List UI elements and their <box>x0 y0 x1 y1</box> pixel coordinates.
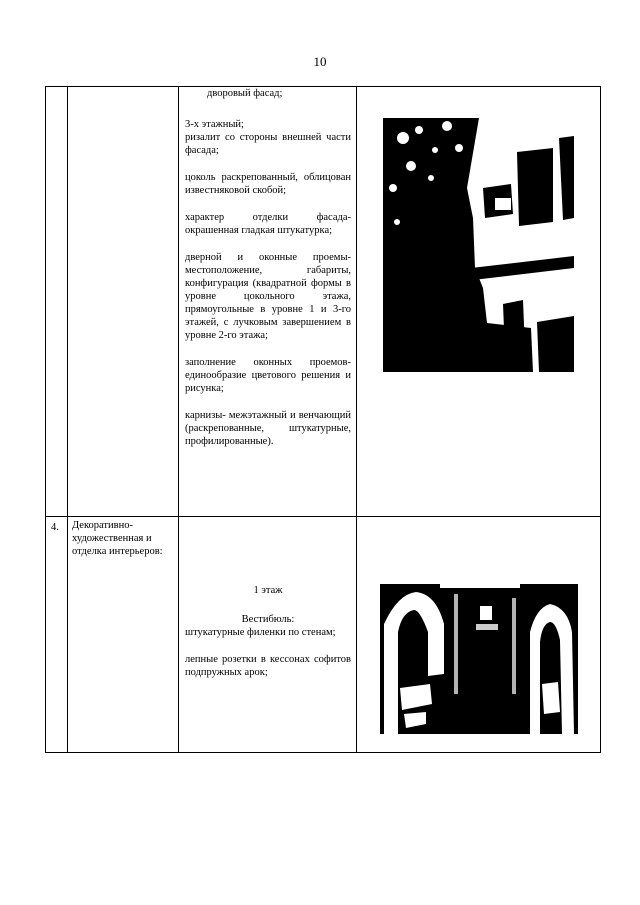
description-item: ризалит со стороны внешней части фасада; <box>185 132 351 156</box>
monument-subject-table <box>45 86 601 753</box>
vestibule-arches-photo <box>380 584 578 734</box>
courtyard-facade-photo <box>383 118 574 372</box>
row-number-cell <box>46 87 68 517</box>
row-photo-cell <box>357 517 601 753</box>
row-name-cell <box>68 87 179 517</box>
description-item: 3-х этажный; <box>185 119 244 130</box>
description-item: характер отделки фасада- окрашенная гладкая штукатурка; <box>185 212 351 236</box>
row-photo-cell <box>357 87 601 517</box>
description-item: дверной и оконные проемы- местоположение, габариты, конфигурация (квадратной формы в уровне цокольного этажа, прямоугольные в уровне 1 и 3-го этажей, с лучковым завершением в уровне 2-го этажа; <box>185 252 351 341</box>
description-item: карнизы- межэтажный и венчающий (раскрепованные, штукатурные, профилированные). <box>185 410 351 447</box>
description-item: Вестибюль: <box>241 614 295 625</box>
table-row <box>46 87 601 517</box>
description-item: заполнение оконных проемов- единообразие цветового решения и рисунка; <box>185 357 351 394</box>
description-item: лепные розетки в кессонах софитов подпружных арок; <box>185 654 351 678</box>
row-description-cell <box>179 87 357 517</box>
row-number-cell: 4. <box>46 517 68 753</box>
description-item: 1 этаж <box>253 585 283 596</box>
description-item: штукатурные филенки по стенам; <box>185 627 336 638</box>
table-row <box>46 517 601 753</box>
description-item: цоколь раскрепованный, облицован известняковой скобой; <box>185 172 351 196</box>
row-name-cell: Декоративно-художественная и отделка интерьеров: <box>68 517 179 753</box>
description-item: дворовый фасад; <box>207 88 283 99</box>
page-number: 10 <box>313 54 327 69</box>
row-description-cell <box>179 517 357 753</box>
